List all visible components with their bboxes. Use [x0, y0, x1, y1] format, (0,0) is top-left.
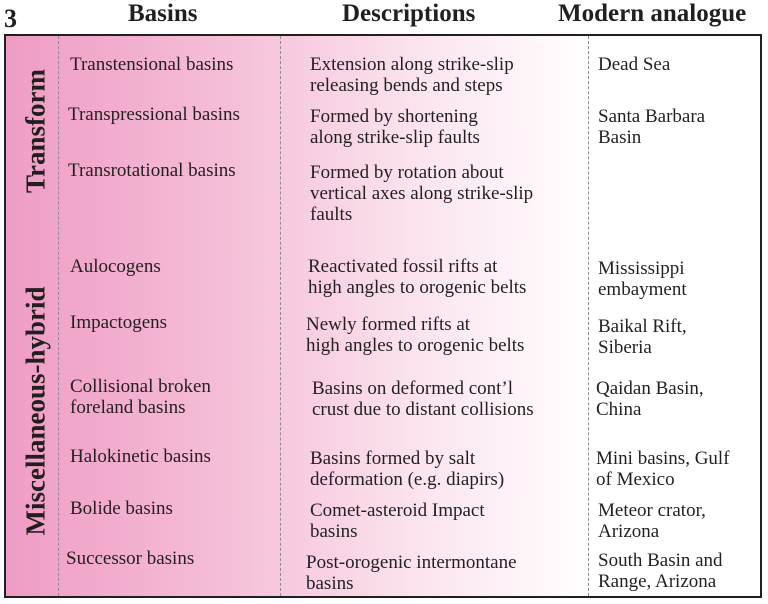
basin-name: Bolide basins [70, 498, 173, 519]
column-divider [280, 36, 281, 596]
basin-name: Halokinetic basins [70, 446, 211, 467]
basin-description: Extension along strike-slip releasing bends and steps [310, 54, 514, 96]
basin-name: Successor basins [66, 548, 195, 569]
basin-name: Transtensional basins [70, 54, 234, 75]
basin-table [4, 34, 762, 598]
header-descriptions: Descriptions [342, 0, 476, 27]
group-label-transform: Transform [20, 69, 51, 193]
modern-analogue: Meteor crator, Arizona [598, 500, 706, 542]
basin-name: Impactogens [70, 312, 168, 333]
modern-analogue: Baikal Rift, Siberia [598, 316, 687, 358]
modern-analogue: Dead Sea [598, 54, 671, 75]
modern-analogue: Santa Barbara Basin [598, 106, 706, 148]
basin-name: Collisional broken foreland basins [70, 376, 211, 418]
basin-name: Transrotational basins [68, 160, 236, 181]
basin-description: Reactivated fossil rifts at high angles to orogenic belts [308, 256, 527, 298]
basin-description: Basins on deformed cont’l crust due to distant collisions [312, 378, 534, 420]
basin-name: Aulocogens [70, 256, 161, 277]
modern-analogue: South Basin and Range, Arizona [598, 550, 723, 592]
header-basins: Basins [128, 0, 198, 27]
header-modern-analogue: Modern analogue [558, 0, 747, 27]
modern-analogue: Mini basins, Gulf of Mexico [596, 448, 730, 490]
basin-name: Transpressional basins [68, 104, 240, 125]
basin-description: Newly formed rifts at high angles to orogenic belts [306, 314, 525, 356]
basin-description: Comet-asteroid Impact basins [310, 500, 485, 542]
basin-description: Formed by shortening along strike-slip faults [310, 106, 480, 148]
basin-description: Post-orogenic intermontane basins [306, 552, 517, 594]
group-label-miscellaneous-hybrid: Miscellaneous-hybrid [20, 286, 51, 536]
basin-description: Basins formed by salt deformation (e.g. diapirs) [310, 448, 505, 490]
modern-analogue: Mississippi embayment [598, 258, 687, 300]
modern-analogue: Qaidan Basin, China [596, 378, 704, 420]
column-divider [588, 36, 589, 596]
figure-number: 3 [4, 4, 17, 33]
column-divider [58, 36, 59, 596]
basin-description: Formed by rotation about vertical axes along strike-slip faults [310, 162, 534, 225]
